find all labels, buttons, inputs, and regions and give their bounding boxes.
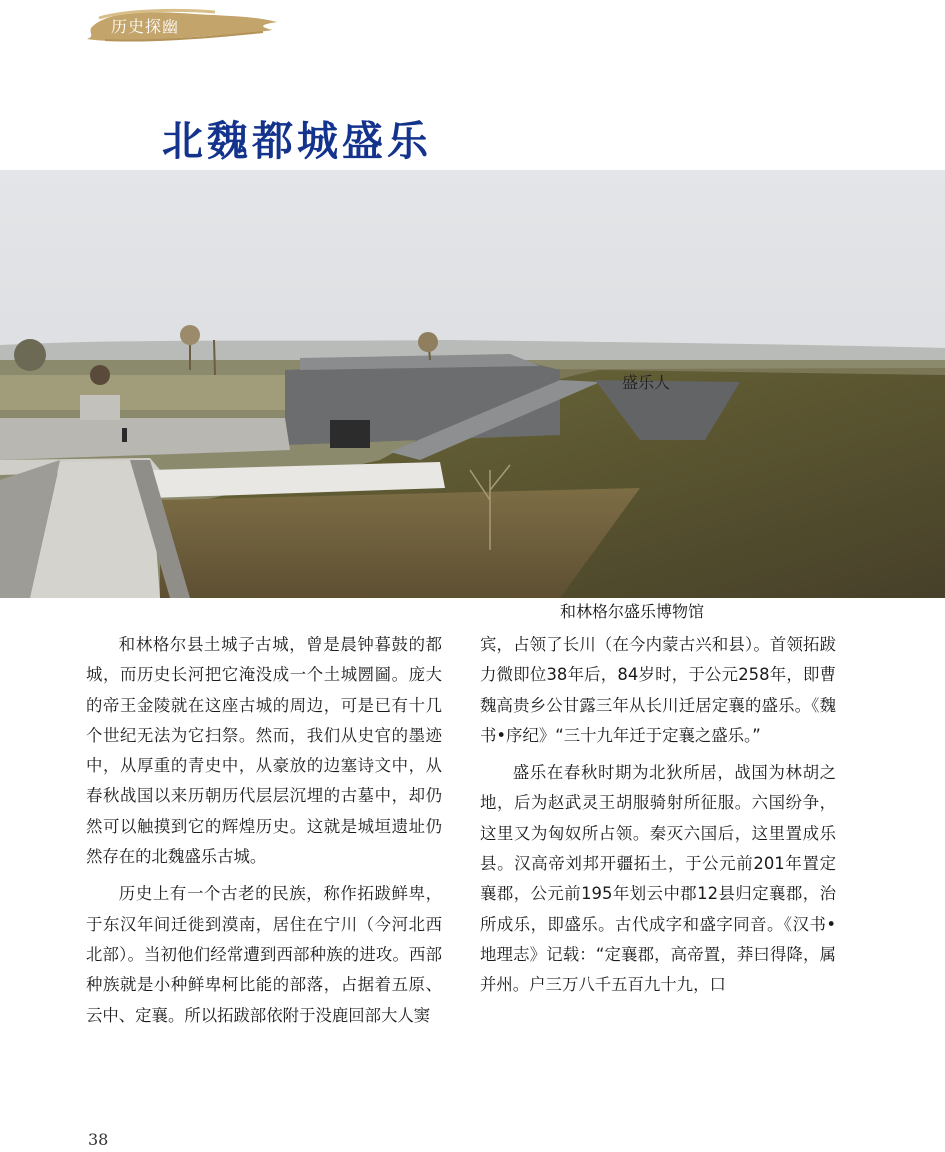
photo-caption: 和林格尔盛乐博物馆 [560, 602, 705, 621]
paragraph: 宾，占领了长川（在今内蒙古兴和县）。首领拓跋力微即位38年后，84岁时，于公元258年，即曹魏高贵乡公甘露三年从长川迁居定襄的盛乐。《魏书•序纪》“三十九年迁于定襄之盛乐。” [480, 635, 836, 745]
page-number: 38 [88, 1130, 109, 1149]
right-column [480, 630, 836, 1008]
museum-photo [0, 170, 945, 598]
section-label: 历史探幽 [111, 17, 180, 36]
section-tag [85, 6, 280, 46]
paragraph: 和林格尔县土城子古城，曾是晨钟暮鼓的都城，而历史长河把它淹没成一个土城圐圙。庞大的帝王金陵就在这座古城的周边，可是已有十几个世纪无法为它扫祭。然而，我们从史官的墨迹中，从厚重的青史中，从豪放的边塞诗文中，从春秋战国以来历朝历代层层沉埋的古墓中，却仍然可以触摸到它的辉煌历史。这就是城垣遗址仍然存在的北魏盛乐古城。 [86, 635, 442, 867]
photo-overlay-label: 盛乐人 [622, 373, 671, 392]
paragraph: 历史上有一个古老的民族，称作拓跋鲜卑，于东汉年间迁徙到漠南，居住在宁川（今河北西北部）。当初他们经常遭到西部种族的进攻。西部种族就是小种鲜卑柯比能的部落，占据着五原、云中、定襄。所以拓跋部依附于没鹿回部大人窦 [86, 884, 442, 1025]
left-column [86, 630, 442, 1038]
article-title: 北魏都城盛乐 [162, 117, 432, 165]
paragraph: 盛乐在春秋时期为北狄所居，战国为林胡之地，后为赵武灵王胡服骑射所征服。六国纷争，这里又为匈奴所占领。秦灭六国后，这里置成乐县。汉高帝刘邦开疆拓土，于公元前201年置定襄郡，公元前195年划云中郡12县归定襄郡，治所成乐，即盛乐。古代成字和盛字同音。《汉书•地理志》记载：“定襄郡，高帝置，莽曰得降，属并州。户三万八千五百九十九，口 [480, 763, 836, 995]
